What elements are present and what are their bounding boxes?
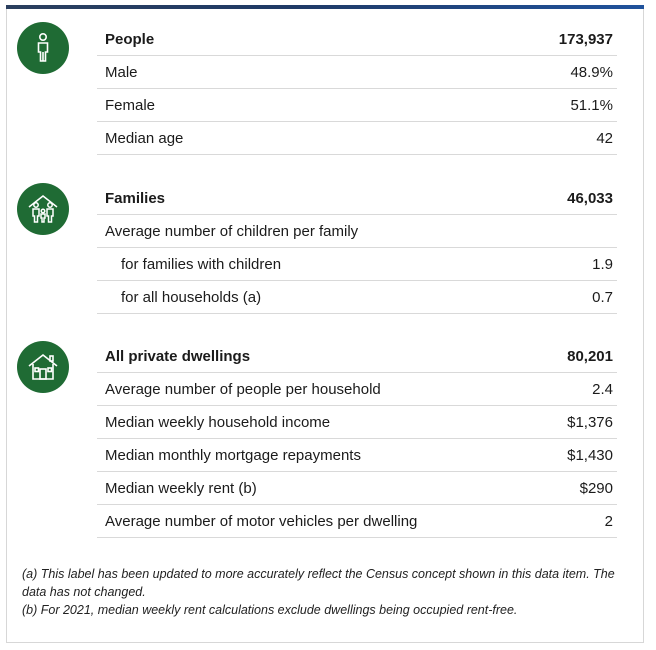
people-per-household-row xyxy=(97,373,617,406)
row-label: Male xyxy=(105,63,138,81)
row-label: Average number of motor vehicles per dwelling xyxy=(105,512,418,530)
footnote-a: (a) This label has been updated to more accurately reflect the Census concept shown in this data item. The data has not changed. xyxy=(22,567,615,599)
all-households-row xyxy=(97,281,617,314)
footnote-b: (b) For 2021, median weekly rent calculations exclude dwellings being occupied rent-free. xyxy=(22,603,518,617)
avg-children-row xyxy=(97,215,617,248)
row-label: for families with children xyxy=(121,255,282,273)
row-value: 1.9 xyxy=(592,255,613,273)
row-value: 42 xyxy=(596,129,613,147)
household-income-row xyxy=(97,406,617,439)
row-value: $290 xyxy=(579,479,613,497)
people-row xyxy=(97,23,617,56)
row-label: Average number of people per household xyxy=(105,380,381,398)
male-row xyxy=(97,56,617,89)
row-label: All private dwellings xyxy=(105,347,251,365)
families-with-children-row xyxy=(97,248,617,281)
row-label: Families xyxy=(105,189,166,207)
row-value: 46,033 xyxy=(567,189,613,207)
row-label: Median monthly mortgage repayments xyxy=(105,446,361,464)
row-value: 2 xyxy=(604,512,613,530)
families-row xyxy=(97,182,617,215)
female-row xyxy=(97,89,617,122)
row-value: $1,430 xyxy=(567,446,613,464)
person-icon xyxy=(17,22,69,74)
row-value: 2.4 xyxy=(592,380,613,398)
row-label: Median weekly household income xyxy=(105,413,331,431)
row-label: Median weekly rent (b) xyxy=(105,479,257,497)
footnotes xyxy=(22,565,632,619)
row-label: Female xyxy=(105,96,156,114)
weekly-rent-row xyxy=(97,472,617,505)
row-value: 80,201 xyxy=(567,347,613,365)
mortgage-repayments-row xyxy=(97,439,617,472)
row-label: for all households (a) xyxy=(121,288,262,306)
dwelling-icon xyxy=(17,341,69,393)
accent-bar xyxy=(6,5,644,9)
row-value: 48.9% xyxy=(570,63,613,81)
family-house-icon xyxy=(17,183,69,235)
row-label: Median age xyxy=(105,129,184,147)
row-value: 51.1% xyxy=(570,96,613,114)
row-value: $1,376 xyxy=(567,413,613,431)
row-label: People xyxy=(105,30,155,48)
row-value: 0.7 xyxy=(592,288,613,306)
row-label: Average number of children per family xyxy=(105,222,359,240)
median-age-row xyxy=(97,122,617,155)
motor-vehicles-row xyxy=(97,505,617,538)
dwellings-row xyxy=(97,340,617,373)
row-value: 173,937 xyxy=(558,30,613,48)
